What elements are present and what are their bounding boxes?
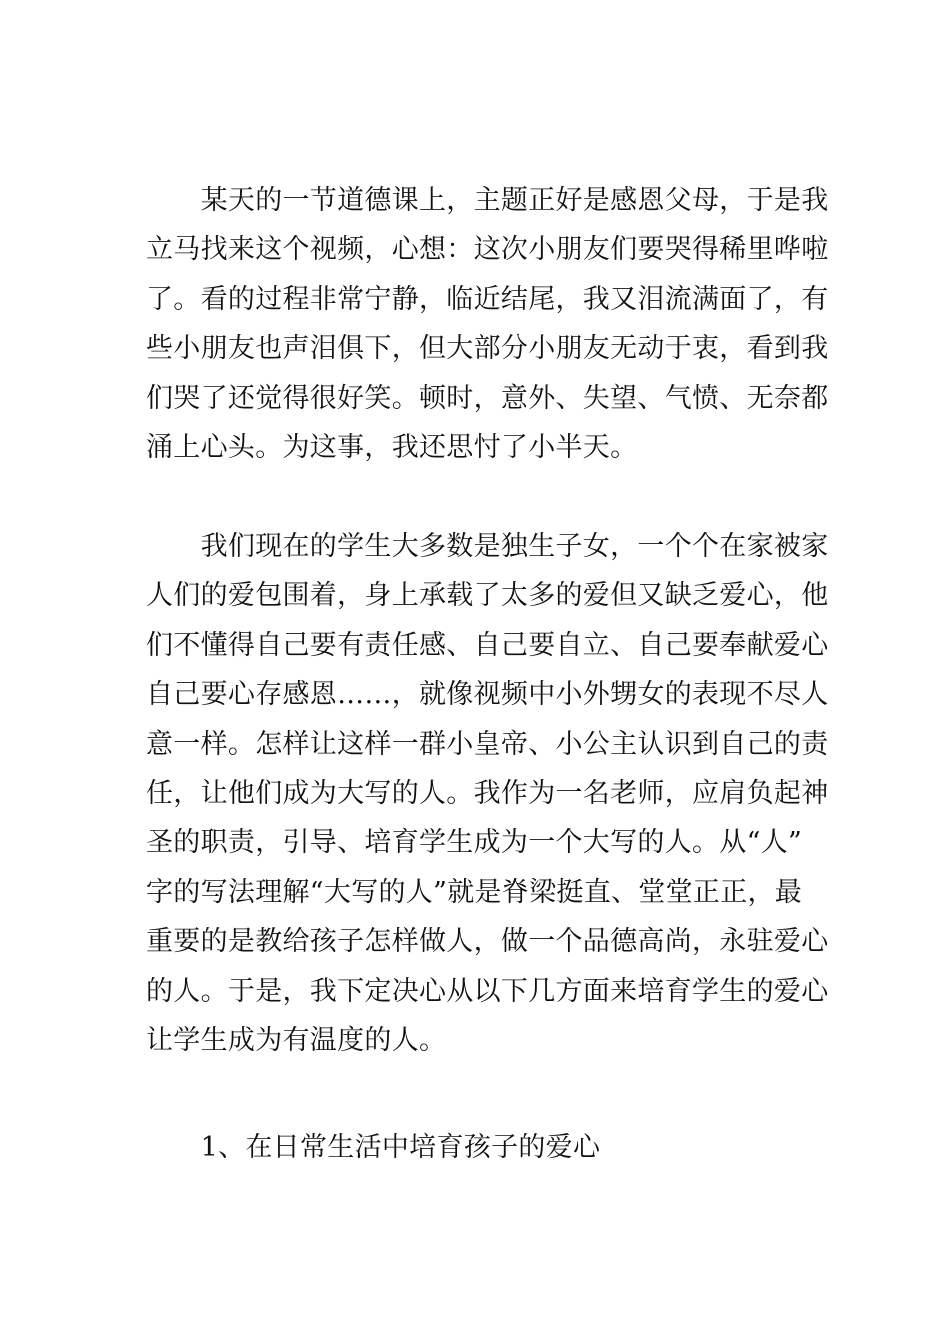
paragraph-line: 重要的是教给孩子怎样做人，做一个品德高尚，永驻爱心 xyxy=(146,926,829,958)
paragraph-line: 些小朋友也声泪俱下，但大部分小朋友无动于衷，看到我 xyxy=(146,333,829,365)
paragraph-line: 某天的一节道德课上，主题正好是感恩父母，于是我 xyxy=(146,185,829,216)
paragraph-line: 自己要心存感恩……，就像视频中小外甥女的表现不尽人 xyxy=(146,679,829,711)
paragraph-line: 让学生成为有温度的人。 xyxy=(146,1024,447,1056)
paragraph-line: 涌上心头。为这事，我还思忖了小半天。 xyxy=(146,431,638,463)
paragraph-line: 字的写法理解“大写的人”就是脊梁挺直、堂堂正正，最 xyxy=(146,876,803,908)
paragraph-line: 我们现在的学生大多数是独生子女，一个个在家被家 xyxy=(146,531,829,562)
paragraph-line: 任，让他们成为大写的人。我作为一名老师，应肩负起神 xyxy=(146,777,829,809)
paragraph-line: 们不懂得自己要有责任感、自己要自立、自己要奉献爱心 xyxy=(146,629,829,661)
paragraph-1 xyxy=(146,176,829,472)
section-heading xyxy=(146,1123,808,1172)
paragraph-line: 们哭了还觉得很好笑。顿时，意外、失望、气愤、无奈都 xyxy=(146,382,829,414)
paragraph-line: 人们的爱包围着，身上承载了太多的爱但又缺乏爱心，他 xyxy=(146,580,829,612)
paragraph-line: 圣的职责，引导、培育学生成为一个大写的人。从“人” xyxy=(146,827,803,859)
paragraph-2 xyxy=(146,522,829,1065)
section-heading-text: 1、在日常生活中培育孩子的爱心 xyxy=(146,1132,601,1163)
paragraph-line: 了。看的过程非常宁静，临近结尾，我又泪流满面了，有 xyxy=(146,283,829,315)
paragraph-line: 立马找来这个视频，心想：这次小朋友们要哭得稀里哗啦 xyxy=(146,234,829,266)
paragraph-line: 的人。于是，我下定决心从以下几方面来培育学生的爱心 xyxy=(146,975,829,1007)
paragraph-line: 意一样。怎样让这样一群小皇帝、小公主认识到自己的责 xyxy=(146,728,829,760)
